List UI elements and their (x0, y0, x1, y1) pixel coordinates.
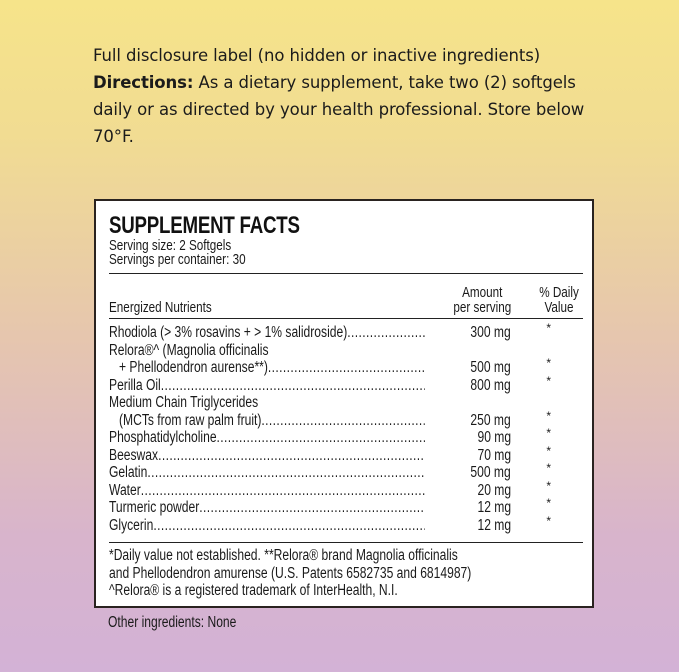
nutrient-row (109, 496, 583, 517)
nutrient-row (109, 461, 583, 482)
nutrient-row (109, 342, 583, 360)
nutrient-list (109, 319, 583, 542)
nutrient-name: Relora®^ (Magnolia officinalis (109, 341, 269, 359)
nutrients-column-header: Energized Nutrients (109, 299, 212, 316)
nutrient-amount: 12 mg (477, 499, 511, 516)
nutrient-amount: 12 mg (477, 516, 511, 534)
leader-dots (158, 447, 425, 465)
nutrient-row (109, 478, 583, 500)
amount-header-line2: per serving (453, 299, 511, 316)
leader-dots (199, 499, 425, 517)
facts-header-row (109, 274, 583, 318)
nutrient-daily-value: * (546, 373, 551, 388)
intro-text (93, 42, 613, 150)
nutrient-daily-value: * (546, 426, 551, 440)
nutrient-row (109, 356, 583, 377)
other-ingredients: Other ingredients: None (108, 614, 237, 631)
nutrient-daily-value: * (546, 496, 551, 510)
nutrient-amount: 500 mg (470, 464, 511, 481)
servings-per-container: Servings per container: 30 (109, 251, 246, 268)
serving-size: Serving size: 2 Softgels (109, 237, 232, 254)
supplement-facts-panel (94, 199, 594, 608)
footnote-line: ^Relora® is a registered trademark of InterHealth, N.I. (109, 582, 398, 599)
leader-dots (153, 517, 425, 535)
directions-label: Directions: (93, 73, 194, 92)
nutrient-amount: 300 mg (470, 324, 511, 341)
nutrient-name: + Phellodendron aurense**) (119, 359, 268, 376)
nutrient-name: Medium Chain Triglycerides (109, 394, 259, 411)
nutrient-row (109, 408, 583, 430)
nutrient-daily-value: * (546, 513, 551, 528)
nutrient-row (109, 513, 583, 535)
nutrient-row (109, 394, 583, 412)
nutrient-name: Phosphatidylcholine (109, 429, 217, 446)
nutrient-name-cell (109, 394, 511, 412)
disclosure-text: Full disclosure label (no hidden or inactive ingredients) (93, 46, 541, 65)
facts-title: SUPPLEMENT FACTS (109, 212, 300, 239)
nutrient-amount: 90 mg (477, 429, 511, 446)
directions-text (93, 69, 613, 150)
nutrient-name: Rhodiola (> 3% rosavins + > 1% salidroside) (109, 324, 348, 341)
nutrient-name-cell (109, 482, 511, 500)
nutrient-row (109, 426, 583, 447)
nutrient-amount: 800 mg (470, 376, 511, 394)
nutrient-name: Water (109, 481, 141, 499)
nutrient-name-cell (109, 464, 511, 482)
nutrient-name-cell (119, 359, 511, 377)
footnotes (109, 543, 583, 600)
amount-column-header (453, 285, 511, 315)
leader-dots (141, 482, 425, 500)
directions-body: As a dietary supplement, take two (2) softgels daily or as directed by your health professional. Store below 70°F. (93, 73, 585, 146)
leader-dots (161, 377, 425, 395)
nutrient-name: Beeswax (109, 446, 159, 464)
nutrient-amount: 250 mg (470, 411, 511, 429)
nutrient-name-cell (119, 412, 511, 430)
nutrient-name: (MCTs from raw palm fruit) (119, 411, 262, 429)
dv-header-line2: Value (544, 299, 574, 316)
nutrient-name-cell (109, 324, 511, 342)
nutrient-amount: 70 mg (477, 446, 511, 464)
nutrient-name: Turmeric powder (109, 499, 200, 516)
daily-value-column-header (539, 285, 579, 315)
nutrient-row (109, 443, 583, 465)
nutrient-name: Glycerin (109, 516, 154, 534)
nutrient-daily-value: * (546, 356, 551, 370)
nutrient-row (109, 321, 583, 342)
leader-dots (268, 359, 425, 377)
nutrient-daily-value: * (546, 443, 551, 458)
nutrient-name: Gelatin (109, 464, 148, 481)
nutrient-daily-value: * (546, 408, 551, 423)
nutrient-daily-value: * (546, 461, 551, 475)
nutrient-row (109, 373, 583, 395)
nutrient-amount: 20 mg (477, 481, 511, 499)
nutrient-name-cell (109, 377, 511, 395)
footnote-line: and Phellodendron amurense (U.S. Patents 6582735 and 6814987) (109, 564, 472, 582)
amount-header-line1: Amount (461, 284, 503, 301)
leader-dots (261, 412, 424, 430)
leader-dots (347, 324, 425, 342)
nutrient-name: Perilla Oil (109, 376, 161, 394)
nutrient-name-cell (109, 517, 511, 535)
nutrient-name-cell (109, 447, 511, 465)
dv-header-line1: % Daily (539, 284, 579, 301)
nutrient-name-cell (109, 429, 511, 447)
leader-dots (147, 464, 425, 482)
nutrient-amount: 500 mg (470, 359, 511, 376)
nutrient-name-cell (109, 499, 511, 517)
leader-dots (217, 429, 425, 447)
nutrient-daily-value: * (546, 478, 551, 493)
nutrient-name-cell (109, 342, 511, 360)
footnote-line: *Daily value not established. **Relora® brand Magnolia officinalis (109, 547, 458, 564)
nutrient-daily-value: * (546, 321, 551, 335)
